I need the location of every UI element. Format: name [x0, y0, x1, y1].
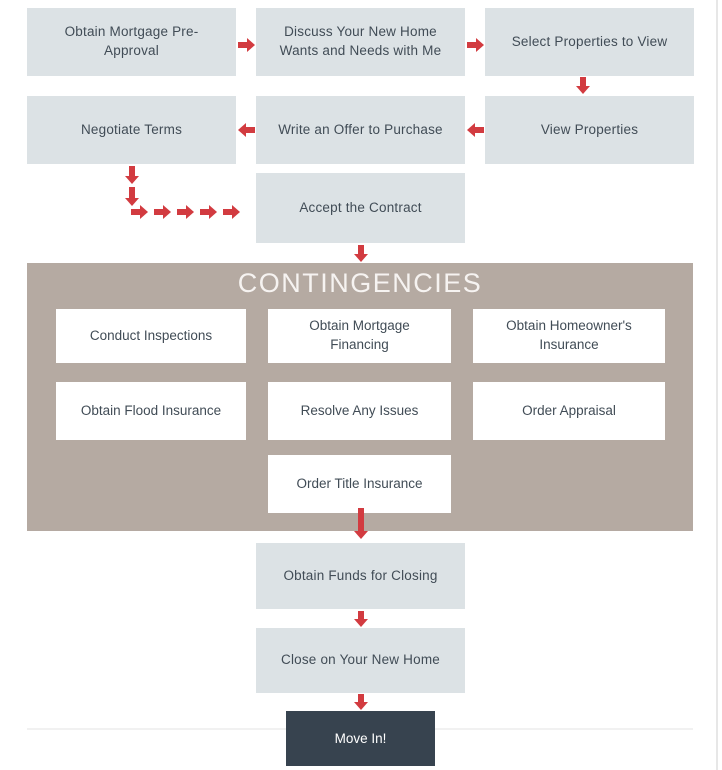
arrow-down-icon: [354, 508, 368, 539]
arrow-down-icon: [354, 245, 368, 262]
step-negotiate-terms: Negotiate Terms: [27, 96, 236, 164]
step-obtain-funds: Obtain Funds for Closing: [256, 543, 465, 609]
arrow-down-icon: [354, 611, 368, 627]
contingency-flood-insurance: Obtain Flood Insurance: [56, 382, 246, 440]
arrow-down-icon: [125, 187, 139, 206]
arrow-left-icon: [238, 123, 255, 137]
arrow-right-icon: [200, 205, 217, 219]
step-select-properties: Select Properties to View: [485, 8, 694, 76]
step-discuss-wants-needs: Discuss Your New Home Wants and Needs with Me: [256, 8, 465, 76]
step-move-in: Move In!: [286, 711, 435, 766]
arrow-right-icon: [467, 38, 484, 52]
contingency-conduct-inspections: Conduct Inspections: [56, 309, 246, 363]
arrow-left-icon: [467, 123, 484, 137]
contingency-homeowners-insurance: Obtain Homeowner's Insurance: [473, 309, 665, 363]
arrow-down-icon: [354, 694, 368, 710]
arrow-down-icon: [576, 77, 590, 94]
contingencies-title: CONTINGENCIES: [237, 268, 483, 298]
page-right-edge-line: [716, 0, 718, 770]
step-view-properties: View Properties: [485, 96, 694, 164]
arrow-right-icon: [131, 205, 148, 219]
arrow-right-icon: [223, 205, 240, 219]
arrow-down-icon: [125, 166, 139, 184]
arrow-right-icon: [177, 205, 194, 219]
step-obtain-mortgage-pre-approval: Obtain Mortgage Pre-Approval: [27, 8, 236, 76]
arrow-right-icon: [154, 205, 171, 219]
step-accept-contract: Accept the Contract: [256, 173, 465, 243]
contingency-mortgage-financing: Obtain Mortgage Financing: [268, 309, 451, 363]
step-close-on-home: Close on Your New Home: [256, 628, 465, 693]
contingency-title-insurance: Order Title Insurance: [268, 455, 451, 513]
step-write-offer: Write an Offer to Purchase: [256, 96, 465, 164]
contingency-order-appraisal: Order Appraisal: [473, 382, 665, 440]
contingencies-panel: [27, 263, 693, 531]
contingency-resolve-issues: Resolve Any Issues: [268, 382, 451, 440]
arrow-right-icon: [238, 38, 255, 52]
